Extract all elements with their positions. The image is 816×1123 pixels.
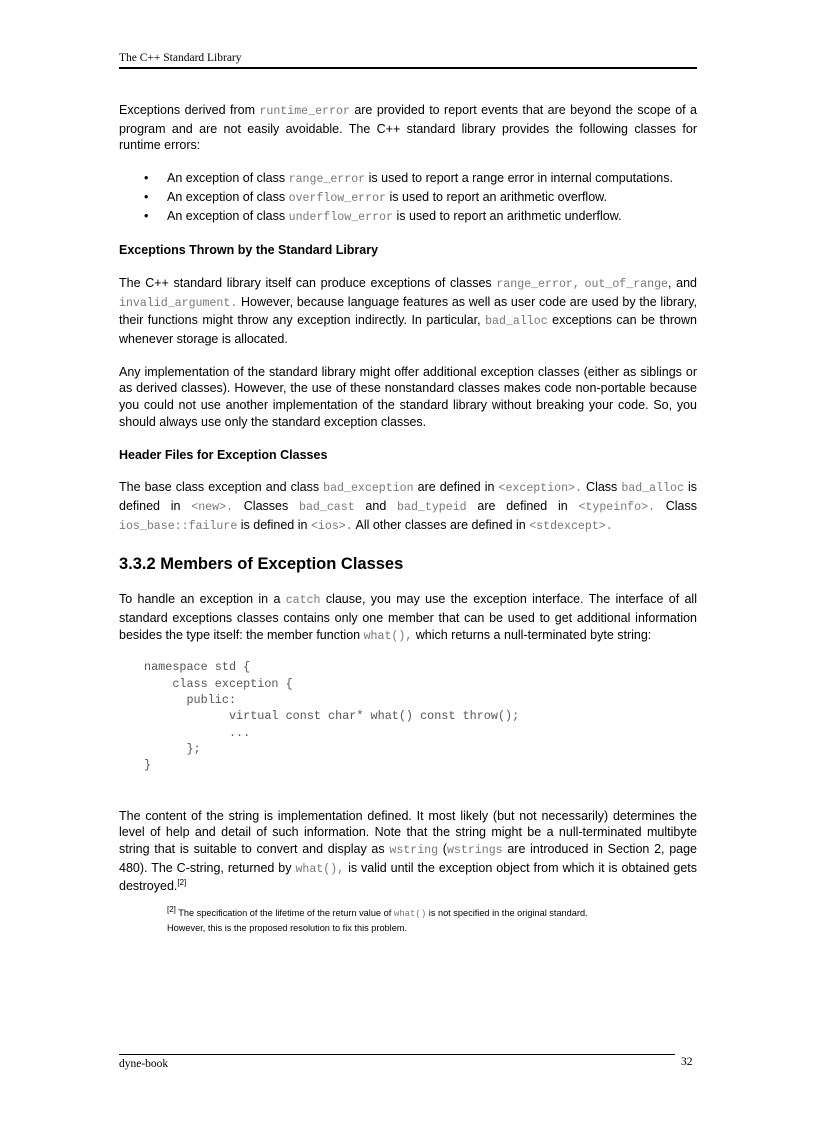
code-block: namespace std { class exception { public: virtual const char* what() const throw(); ... }; } (144, 660, 520, 773)
footnote-reference: [2] (177, 878, 187, 888)
paragraph-runtime-errors: Exceptions derived from runtime_error are provided to report events that are beyond the scope of a program and are not easily avoidable. The C++ standard library provides the following classes for runtime errors: (119, 103, 697, 153)
list-item: • An exception of class underflow_error is used to report an arithmetic underflow. (144, 208, 622, 224)
page-number: 32 (681, 1056, 693, 1068)
list-item: • An exception of class overflow_error is used to report an arithmetic overflow. (144, 189, 607, 205)
heading-exceptions-thrown: Exceptions Thrown by the Standard Library (119, 243, 379, 258)
list-item: • An exception of class range_error is used to report a range error in internal computations. (144, 171, 673, 187)
runtime-error-list (119, 170, 697, 226)
paragraph-exception-interface: To handle an exception in a catch clause, you may use the exception interface. The interface of all standard exceptions classes contains only one member that can be used to get additional information besides the type itself: the member function what(), which returns a null-terminated byte string: (119, 592, 697, 643)
paragraph-nonstandard-classes: Any implementation of the standard library might offer additional exception classes (either as siblings or as derived classes). However, the use of these nonstandard classes makes code non-portable because you could not use another implementation of the standard library without breaking your code. So, you should always use only the standard exception classes. (119, 364, 697, 429)
paragraph-library-exceptions: The C++ standard library itself can produce exceptions of classes range_error, out_of_range, and invalid_argument. However, because language features as well as user code are used by the library, their functions might throw any exception indirectly. In particular, bad_alloc exceptions can be thrown whenever storage is allocated. (119, 275, 698, 347)
heading-header-files: Header Files for Exception Classes (119, 447, 328, 462)
page-body (119, 102, 697, 935)
paragraph-header-files: The base class exception and class bad_exception are defined in <exception>. Class bad_alloc is defined in <new>. Classes bad_cast and bad_typeid are defined in <typeinfo>. Class ios_base::failure is defined in <ios>. All other classes are defined in <stdexcept>. (119, 480, 698, 533)
footnote: [2] The specification of the lifetime of the return value of what() is not specified in the original standard. However, this is the proposed resolution to fix this problem. (167, 905, 588, 933)
footer-label: dyne-book (119, 1058, 169, 1070)
header-rule (119, 67, 697, 69)
running-header: The C++ Standard Library (119, 52, 242, 64)
paragraph-string-content: The content of the string is implementation defined. It most likely (but not necessarily) determines the level of help and detail of such information. Note that the string might be a null-terminated multibyte string that is suitable to convert and display as wstring (wstrings are introduced in Section 2, page 480). The C-string, returned by what(), is valid until the exception object from which it is obtained gets destroyed.[2] (119, 808, 698, 894)
footer-rule (119, 1054, 675, 1055)
section-title: 3.3.2 Members of Exception Classes (119, 555, 404, 574)
